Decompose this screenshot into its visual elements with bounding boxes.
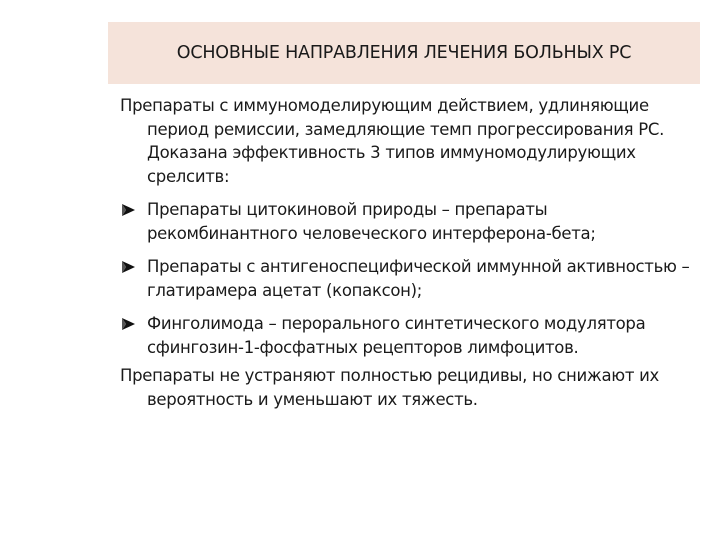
arrow-bullet-icon <box>120 317 136 331</box>
arrow-bullet-icon <box>120 203 136 217</box>
slide-body <box>120 94 700 416</box>
title-banner <box>108 22 700 84</box>
bullet-item <box>120 312 700 359</box>
bullet-item <box>120 198 700 245</box>
conclusion-paragraph: Препараты не устраняют полностью рецидивы, но снижают их вероятность и уменьшают их тяжесть. <box>120 366 660 409</box>
bullet-text: Финголимода – перорального синтетического модулятора сфингозин-1-фосфатных рецепторов лимфоцитов. <box>147 314 646 357</box>
bullet-text: Препараты цитокиновой природы – препараты рекомбинантного человеческого интерферона-бета; <box>147 200 596 243</box>
bullet-item <box>120 255 700 302</box>
bullet-text: Препараты с антигеноспецифической иммунной активностью – глатирамера ацетат (копаксон); <box>147 257 690 300</box>
arrow-bullet-icon <box>120 260 136 274</box>
slide-title: ОСНОВНЫЕ НАПРАВЛЕНИЯ ЛЕЧЕНИЯ БОЛЬНЫХ РС <box>176 43 632 63</box>
intro-paragraph: Препараты с иммуномоделирующим действием, удлиняющие период ремиссии, замедляющие темп прогрессирования РС. Доказана эффективность 3 типов иммуномодулирующих срелситв: <box>120 96 665 186</box>
